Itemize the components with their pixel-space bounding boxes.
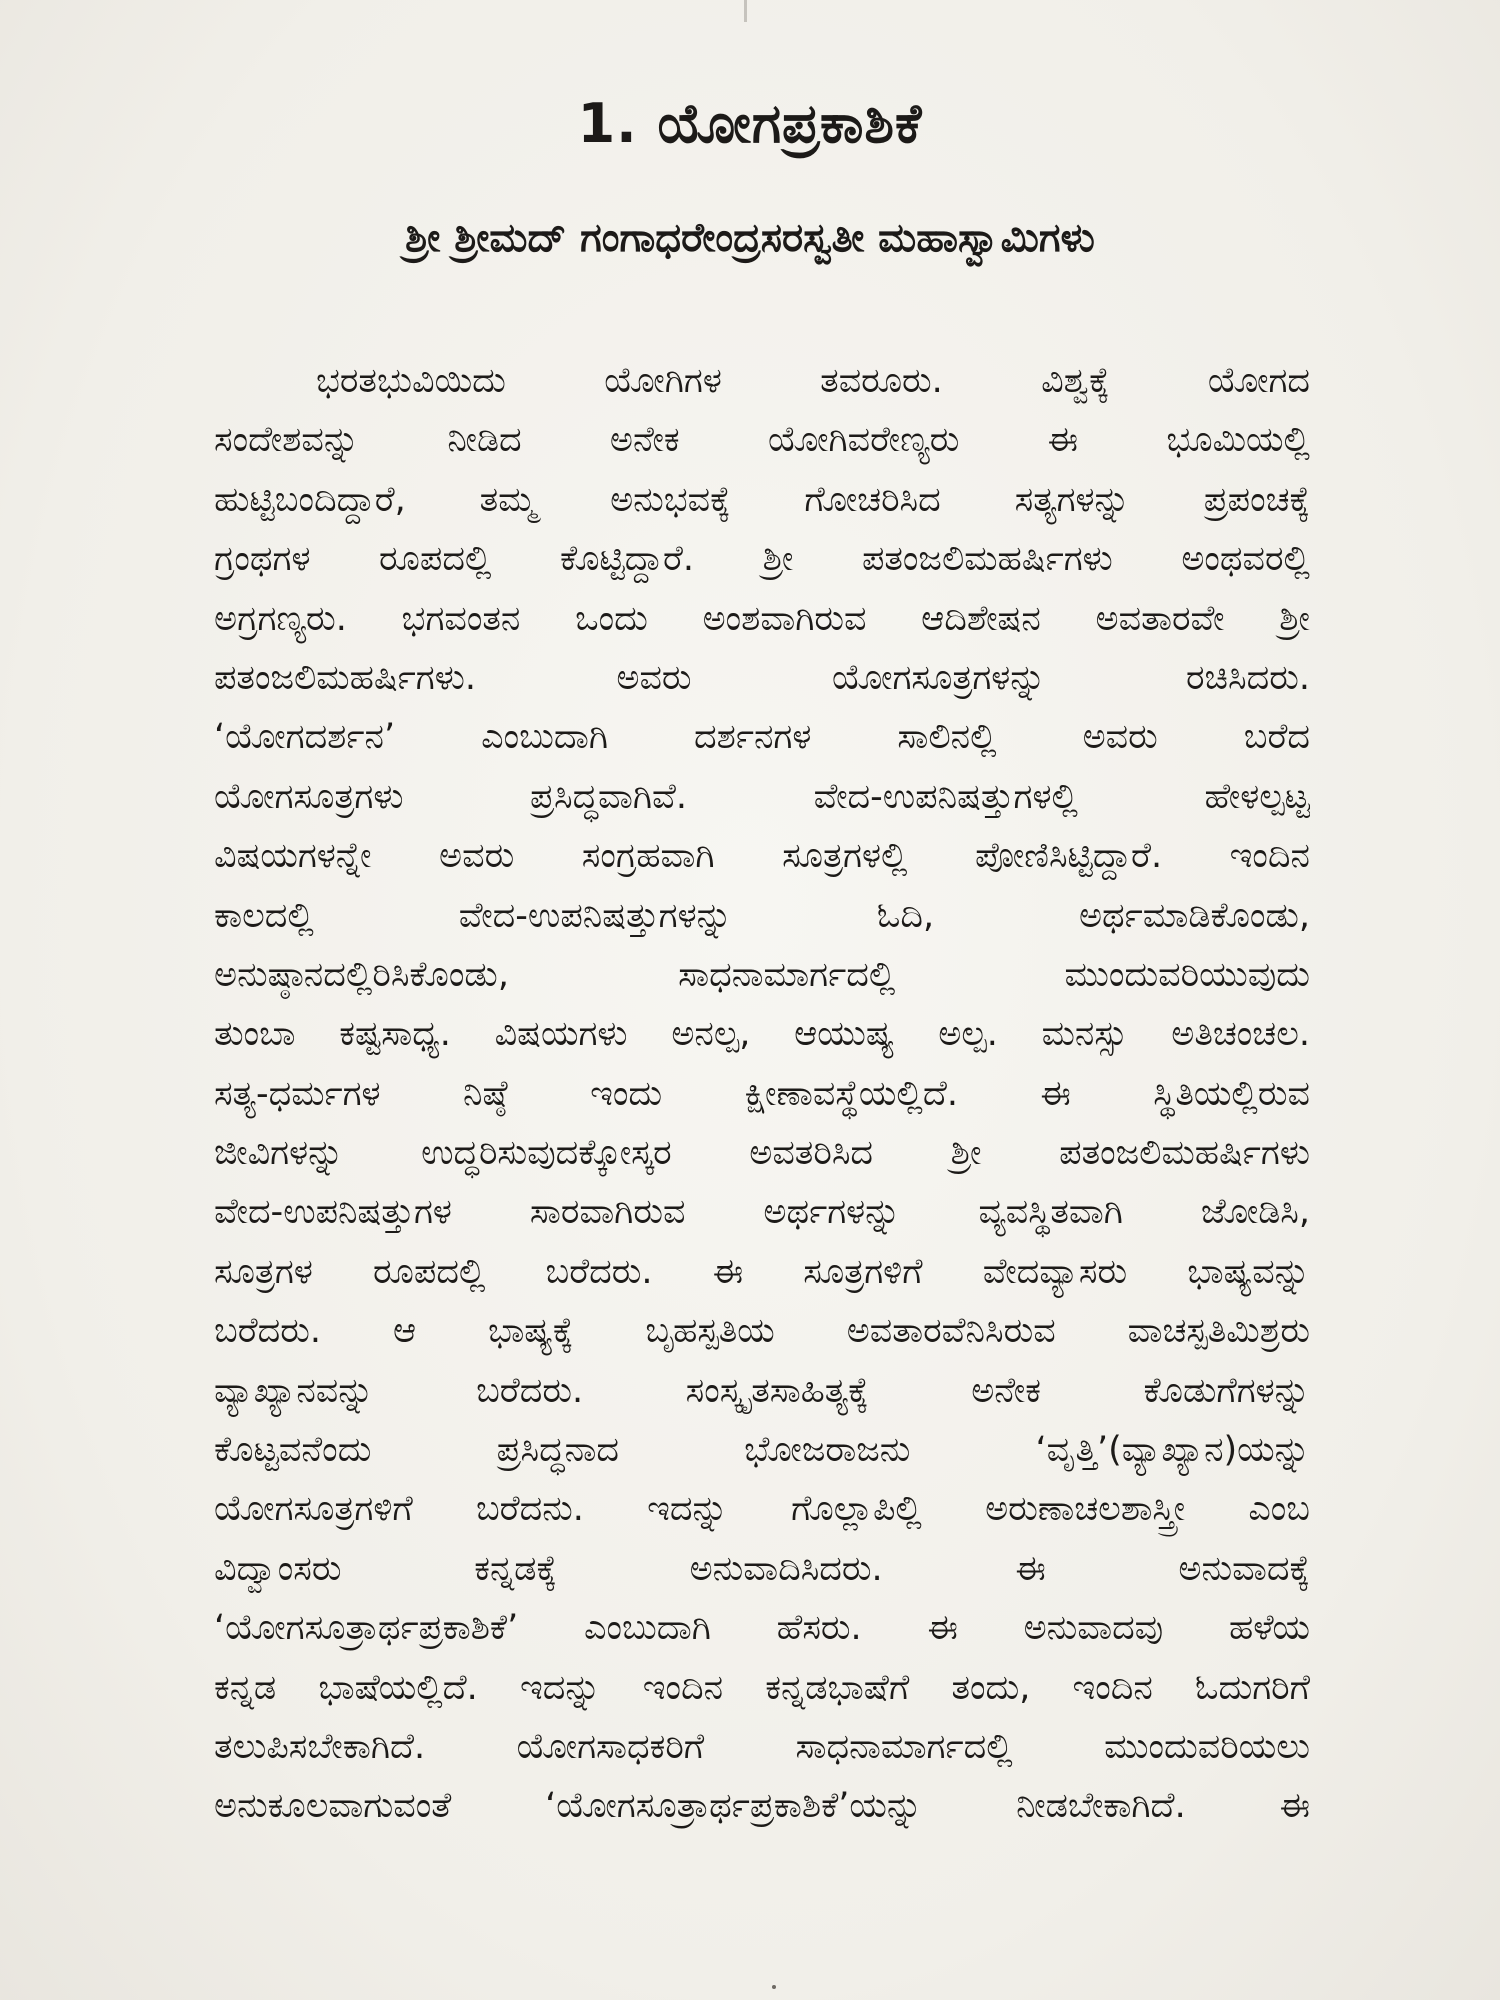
body-line: ‘ಯೋಗಸೂತ್ರಾರ್ಥಪ್ರಕಾಶಿಕೆ’ ಎಂಬುದಾಗಿ ಹೆಸರು. ಈ ಅನುವಾದವು ಹಳೆಯ (214, 1608, 1310, 1649)
body-line: ಕೊಟ್ಟವನೆಂದು ಪ್ರಸಿದ್ಧನಾದ ಭೋಜರಾಜನು ‘ವೃತ್ತಿ’(ವ್ಯಾಖ್ಯಾನ)ಯನ್ನು (214, 1430, 1310, 1471)
body-line: ಯೋಗಸೂತ್ರಗಳಿಗೆ ಬರೆದನು. ಇದನ್ನು ಗೊಲ್ಲಾಪಿಲ್ಲಿ ಅರುಣಾಚಲಶಾಸ್ತ್ರೀ ಎಂಬ (214, 1489, 1310, 1530)
body-line: ಕನ್ನಡ ಭಾಷೆಯಲ್ಲಿದೆ. ಇದನ್ನು ಇಂದಿನ ಕನ್ನಡಭಾಷೆಗೆ ತಂದು, ಇಂದಿನ ಓದುಗರಿಗೆ (214, 1667, 1310, 1708)
body-line: ಅನುಷ್ಠಾನದಲ್ಲಿರಿಸಿಕೊಂಡು, ಸಾಧನಾಮಾರ್ಗದಲ್ಲಿ ಮುಂದುವರಿಯುವುದು (214, 954, 1310, 995)
body-line: ಸತ್ಯ-ಧರ್ಮಗಳ ನಿಷ್ಠೆ ಇಂದು ಕ್ಷೀಣಾವಸ್ಥೆಯಲ್ಲಿದೆ. ಈ ಸ್ಥಿತಿಯಲ್ಲಿರುವ (214, 1073, 1310, 1114)
body-line: ಗ್ರಂಥಗಳ ರೂಪದಲ್ಲಿ ಕೊಟ್ಟಿದ್ದಾರೆ. ಶ್ರೀ ಪತಂಜಲಿಮಹರ್ಷಿಗಳು ಅಂಥವರಲ್ಲಿ (214, 539, 1310, 580)
body-line: ಕಾಲದಲ್ಲಿ ವೇದ-ಉಪನಿಷತ್ತುಗಳನ್ನು ಓದಿ, ಅರ್ಥಮಾಡಿಕೊಂಡು, (214, 895, 1310, 936)
body-line: ವಿಷಯಗಳನ್ನೇ ಅವರು ಸಂಗ್ರಹವಾಗಿ ಸೂತ್ರಗಳಲ್ಲಿ ಪೋಣಿಸಿಟ್ಟಿದ್ದಾರೆ. ಇಂದಿನ (214, 836, 1310, 877)
body-line: ವ್ಯಾಖ್ಯಾನವನ್ನು ಬರೆದರು. ಸಂಸ್ಕೃತಸಾಹಿತ್ಯಕ್ಕೆ ಅನೇಕ ಕೊಡುಗೆಗಳನ್ನು (214, 1370, 1310, 1411)
body-line: ಭರತಭುವಿಯಿದು ಯೋಗಿಗಳ ತವರೂರು. ವಿಶ್ವಕ್ಕೆ ಯೋಗದ (316, 361, 1310, 401)
body-line: ಬರೆದರು. ಆ ಭಾಷ್ಯಕ್ಕೆ ಬೃಹಸ್ಪತಿಯ ಅವತಾರವೆನಿಸಿರುವ ವಾಚಸ್ಪತಿಮಿಶ್ರರು (214, 1311, 1310, 1352)
body-line: ಜೀವಿಗಳನ್ನು ಉದ್ಧರಿಸುವುದಕ್ಕೋಸ್ಕರ ಅವತರಿಸಿದ ಶ್ರೀ ಪತಂಜಲಿಮಹರ್ಷಿಗಳು (214, 1133, 1310, 1174)
body-line: ತಲುಪಿಸಬೇಕಾಗಿದೆ. ಯೋಗಸಾಧಕರಿಗೆ ಸಾಧನಾಮಾರ್ಗದಲ್ಲಿ ಮುಂದುವರಿಯಲು (214, 1726, 1310, 1767)
body-line: ಅನುಕೂಲವಾಗುವಂತೆ ‘ಯೋಗಸೂತ್ರಾರ್ಥಪ್ರಕಾಶಿಕೆ’ಯನ್ನು ನೀಡಬೇಕಾಗಿದೆ. ಈ (214, 1786, 1310, 1827)
binding-mark (744, 0, 747, 22)
chapter-title: 1. ಯೋಗಪ್ರಕಾಶಿಕೆ (577, 92, 923, 155)
print-speck (772, 1985, 776, 1989)
body-line: ವಿದ್ವಾಂಸರು ಕನ್ನಡಕ್ಕೆ ಅನುವಾದಿಸಿದರು. ಈ ಅನುವಾದಕ್ಕೆ (214, 1548, 1310, 1589)
body-line: ಸೂತ್ರಗಳ ರೂಪದಲ್ಲಿ ಬರೆದರು. ಈ ಸೂತ್ರಗಳಿಗೆ ವೇದವ್ಯಾಸರು ಭಾಷ್ಯವನ್ನು (214, 1251, 1310, 1292)
body-line: ‘ಯೋಗದರ್ಶನ’ ಎಂಬುದಾಗಿ ದರ್ಶನಗಳ ಸಾಲಿನಲ್ಲಿ ಅವರು ಬರೆದ (214, 717, 1310, 758)
body-line: ವೇದ-ಉಪನಿಷತ್ತುಗಳ ಸಾರವಾಗಿರುವ ಅರ್ಥಗಳನ್ನು ವ್ಯವಸ್ಥಿತವಾಗಿ ಜೋಡಿಸಿ, (214, 1192, 1310, 1233)
body-line: ತುಂಬಾ ಕಷ್ಟಸಾಧ್ಯ. ವಿಷಯಗಳು ಅನಲ್ಪ, ಆಯುಷ್ಯ ಅಲ್ಪ. ಮನಸ್ಸು ಅತಿಚಂಚಲ. (214, 1014, 1310, 1055)
body-line: ಅಗ್ರಗಣ್ಯರು. ಭಗವಂತನ ಒಂದು ಅಂಶವಾಗಿರುವ ಆದಿಶೇಷನ ಅವತಾರವೇ ಶ್ರೀ (214, 598, 1310, 639)
author-line: ಶ್ರೀ ಶ್ರೀಮದ್ ಗಂಗಾಧರೇಂದ್ರಸರಸ್ವತೀ ಮಹಾಸ್ವಾಮಿಗಳು (405, 215, 1095, 261)
body-line: ಪತಂಜಲಿಮಹರ್ಷಿಗಳು. ಅವರು ಯೋಗಸೂತ್ರಗಳನ್ನು ರಚಿಸಿದರು. (214, 657, 1310, 698)
body-text (214, 352, 1310, 1837)
body-line: ಯೋಗಸೂತ್ರಗಳು ಪ್ರಸಿದ್ಧವಾಗಿವೆ. ವೇದ-ಉಪನಿಷತ್ತುಗಳಲ್ಲಿ ಹೇಳಲ್ಪಟ್ಟ (214, 776, 1310, 817)
body-line: ಹುಟ್ಟಿಬಂದಿದ್ದಾರೆ, ತಮ್ಮ ಅನುಭವಕ್ಕೆ ಗೋಚರಿಸಿದ ಸತ್ಯಗಳನ್ನು ಪ್ರಪಂಚಕ್ಕೆ (214, 479, 1310, 520)
body-line: ಸಂದೇಶವನ್ನು ನೀಡಿದ ಅನೇಕ ಯೋಗಿವರೇಣ್ಯರು ಈ ಭೂಮಿಯಲ್ಲಿ (214, 420, 1310, 461)
